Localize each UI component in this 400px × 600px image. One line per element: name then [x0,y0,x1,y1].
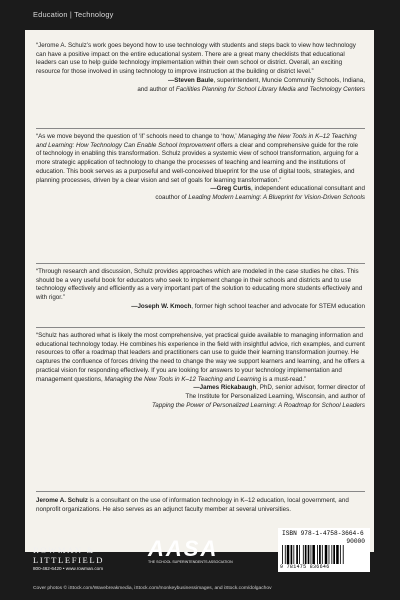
barcode-bar [319,545,321,564]
quote-text: “Schulz has authored what is likely the most comprehensive, yet practical guide available to managing information and educational technology today. He combines his experience in the field with insightful advice, rich examples, and current resources to offer a roadmap that leaders and practitioners can use to guide their learning transformation journey. He captures the confluence of forces driving the need to change the way we support learners and learning, and he offers a practical vision for responding effectively. If you are looking for answers to your technology implementation and management questions, Managing the New Tools in K–12 Teaching and Learning is a must-read.” [36,332,365,383]
barcode-bar [291,545,293,564]
quote-text: “Jerome A. Schulz’s work goes beyond how to use technology with students and steps back to view how technology can have a positive impact on the entire educational system. There are a great many checklists that educational leaders can use to help guide technology implementation within their own school or district. Overall, an exciting resource for those involved in using technology to improve instruction at the building or district level.” [36,42,356,76]
barcode-bar [336,545,339,564]
barcode-bar [296,545,298,564]
publisher-contact: 800-462-6420 • www.rowman.com [33,566,104,571]
author-bio [36,497,365,514]
barcode-bars [282,545,366,564]
author-bio-text: is a consultant on the use of information technology in K–12 education, local government, and nonprofit organizations. He also serves as an adjunct faculty member at several universities. [36,497,349,513]
barcode-digits: 9 781475 836646 [280,564,330,570]
barcode-bar [308,545,310,564]
barcode-bar [293,545,294,564]
quote-text: “As we move beyond the question of ‘if’ schools need to change to ‘how,’ Managing the New Tools in K–12 Teaching and Learning: How Technology Can Enable School Improvement offers a clear and comprehensive guide for the role of technology in enabling this transformation. Schulz provides a systemic view of school transformation, arguing for a more strategic application of technology to change the processes of teaching and learning and the institutions of education. This book serves as a purposeful and well-conceived blueprint for the use of digital tools, strategies, and planning processes, driven by a clear vision and set of goals for learning transformation.” [36,133,359,184]
endorsement-quote-2 [36,133,365,203]
barcode-bar [333,545,335,564]
quote-attribution: —Steven Baule, superintendent, Muncie Community Schools, Indiana, and author of Facilities Planning for School Library Media and Technology Centers [137,76,365,93]
barcode-bar [325,545,328,564]
divider [36,491,365,492]
barcode-bar [329,545,330,564]
barcode-bar [305,545,307,564]
endorsement-quote-3 [36,268,365,312]
barcode-bar [317,545,318,564]
barcode-bar [340,545,341,564]
isbn-barcode [278,528,370,572]
divider [36,128,365,129]
quote-attribution: —Joseph W. Kmoch, former high school teacher and advocate for STEM education [131,302,365,310]
barcode-bar [322,545,323,564]
quote-text: “Through research and discussion, Schulz provides approaches which are modeled in the case studies he cites. This should be a very useful book for educators who seek to implement change in their schools and districts and to use technology effectively and efficiently as a very important part of the solution to educating more students effectively and with rigor.” [36,268,363,302]
barcode-bar [331,545,332,564]
barcode-bar [312,545,315,564]
publisher-logo: ROWMAN & LITTLEFIELD 800-462-6420 • www.rowman.com [33,546,133,572]
barcode-bar [287,545,290,564]
divider [36,263,365,264]
back-cover-panel [25,30,374,552]
divider [36,327,365,328]
barcode-bar [343,545,344,564]
quote-attribution: —James Rickabaugh, PhD, senior advisor, former director of The Institute for Personalized Learning, Wisconsin, and author of Tapping the Power of Personalized Learning: A Roadmap for School Leaders [152,384,365,409]
endorsement-quote-1 [36,42,365,94]
barcode-bar [282,545,283,564]
quote-attribution: —Greg Curtis, independent educational consultant and coauthor of Leading Modern Learning: A Blueprint for Vision-Driven Schools [155,185,365,201]
aasa-logo: AASA THE SCHOOL SUPERINTENDENTS ASSOCIATION [148,536,233,564]
barcode-bar [311,545,312,564]
photo-credit: Cover photos © iStock.com/Wavebreakmedia, iStock.com/monkeybusinessimages, and iStock.com/dolgachov [33,586,272,591]
author-name: Jerome A. Schulz [36,497,88,504]
isbn-number: ISBN 978-1-4758-3664-6 [282,530,364,537]
category-label: Education | Technology [33,10,114,19]
barcode-bar [303,545,304,564]
endorsement-quote-4 [36,332,365,410]
barcode-bar [299,545,300,564]
price-code: 90000 [346,538,365,545]
barcode-bar [285,545,286,564]
